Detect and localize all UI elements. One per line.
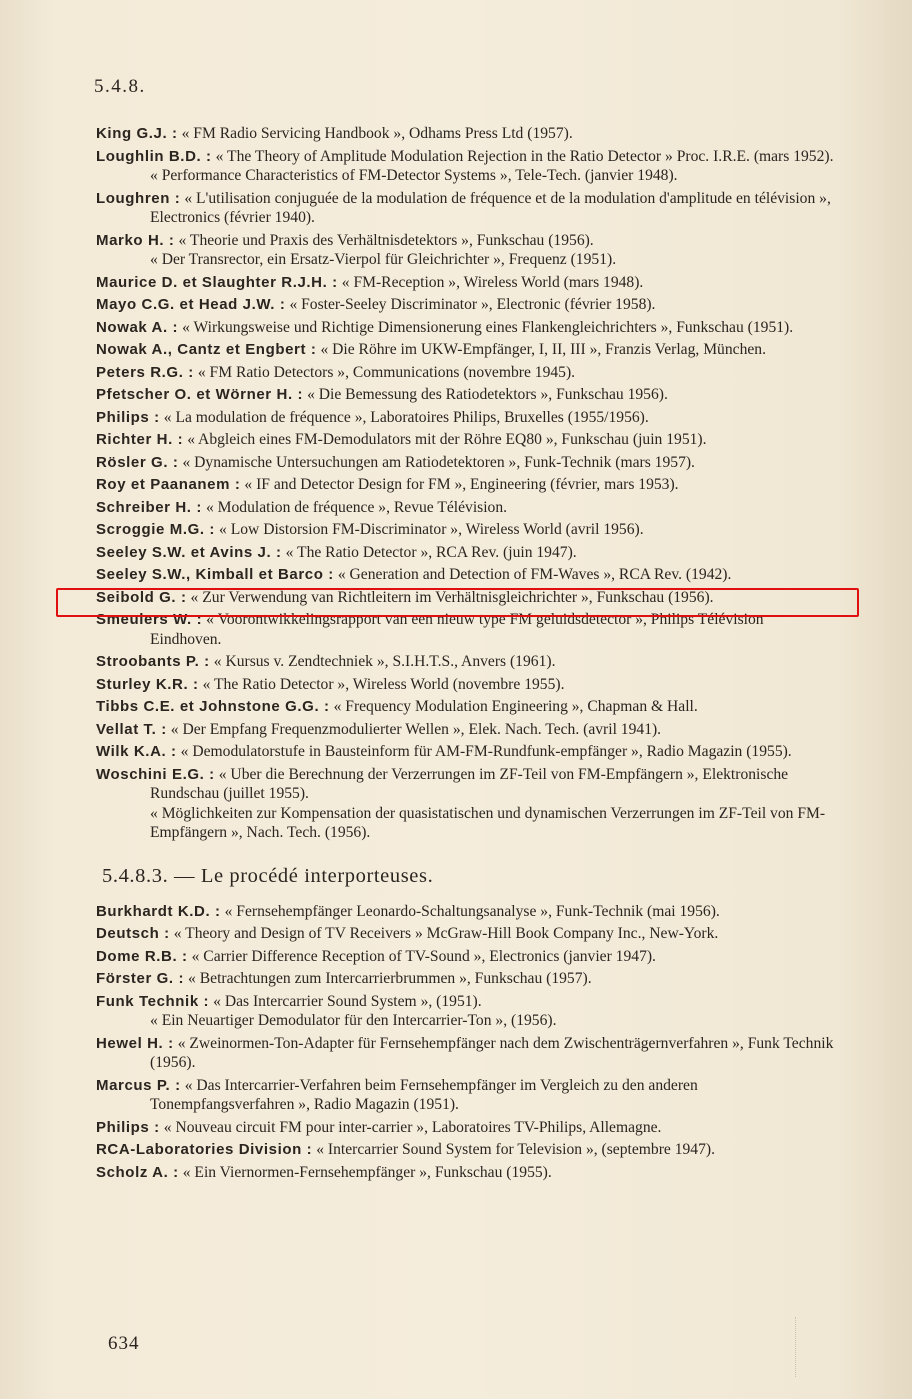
bibliography-entry — [96, 147, 836, 186]
bibliography-list-interporteuses — [96, 902, 836, 1183]
entry-reference: « The Ratio Detector », RCA Rev. (juin 1947). — [285, 543, 577, 561]
entry-author: Loughlin B.D. : — [96, 147, 212, 165]
bibliography-entry — [96, 453, 836, 473]
entry-author: Scroggie M.G. : — [96, 521, 216, 538]
entry-reference: « Carrier Difference Reception of TV-Sound », Electronics (janvier 1947). — [191, 947, 656, 965]
entry-author: Hewel H. : — [96, 1034, 174, 1052]
entry-additional-reference: « Ein Neuartiger Demodulator für den Intercarrier-Ton », (1956). — [150, 1012, 557, 1029]
entry-reference: « Zweinormen-Ton-Adapter für Fernsehempfänger nach dem Zwischenträgernverfahren », Funk Technik (1956). — [150, 1034, 834, 1071]
entry-author: Richter H. : — [96, 431, 184, 448]
entry-author: Scholz A. : — [96, 1163, 179, 1181]
entry-author: Mayo C.G. et Head J.W. : — [96, 296, 286, 313]
entry-author: Stroobants P. : — [96, 653, 210, 670]
entry-author: Roy et Paananem : — [96, 476, 241, 493]
bibliography-entry — [96, 697, 836, 717]
bibliography-entry — [96, 363, 836, 383]
entry-reference: « Frequency Modulation Engineering », Chapman & Hall. — [333, 698, 698, 715]
entry-author: Seeley S.W. et Avins J. : — [96, 543, 282, 561]
entry-additional-reference: « Performance Characteristics of FM-Detector Systems », Tele-Tech. (janvier 1948). — [150, 167, 678, 184]
bibliography-entry — [96, 273, 836, 293]
bibliography-entry — [96, 340, 836, 360]
bibliography-entry — [96, 475, 836, 495]
entry-reference: « FM Ratio Detectors », Communications (novembre 1945). — [197, 363, 576, 381]
entry-reference: « FM Radio Servicing Handbook », Odhams Press Ltd (1957). — [181, 125, 573, 142]
bibliography-entry — [96, 565, 836, 585]
entry-author: Tibbs C.E. et Johnstone G.G. : — [96, 698, 330, 715]
bibliography-entry — [96, 924, 836, 944]
entry-author: Marcus P. : — [96, 1076, 181, 1094]
bibliography-entry — [96, 498, 836, 518]
bibliography-entry — [96, 765, 836, 843]
entry-reference: « Theorie und Praxis des Verhältnisdetektors », Funkschau (1956). — [178, 231, 594, 249]
entry-additional-reference: « Möglichkeiten zur Kompensation der quasistatischen und dynamischen Verzerrungen im ZF-Teil von FM-Empfängern », Nach. Tech. (1956). — [150, 804, 826, 841]
entry-reference: « FM-Reception », Wireless World (mars 1948). — [341, 273, 644, 291]
entry-author: Loughren : — [96, 189, 181, 207]
entry-author: Nowak A. : — [96, 318, 179, 336]
entry-author: Philips : — [96, 408, 160, 426]
bibliography-entry — [96, 652, 836, 672]
entry-reference: « Theory and Design of TV Receivers » McGraw-Hill Book Company Inc., New-York. — [173, 925, 719, 942]
entry-reference: « Demodulatorstufe in Bausteinform für AM-FM-Rundfunk-empfänger », Radio Magazin (1955). — [180, 743, 792, 760]
entry-author: Wilk K.A. : — [96, 743, 177, 760]
entry-reference: « Zur Verwendung van Richtleitern im Verhältnisgleichrichter », Funkschau (1956). — [190, 588, 714, 606]
entry-reference: « The Ratio Detector », Wireless World (novembre 1955). — [202, 675, 565, 693]
entry-author: Maurice D. et Slaughter R.J.H. : — [96, 273, 338, 291]
entry-reference: « La modulation de fréquence », Laboratoires Philips, Bruxelles (1955/1956). — [163, 408, 649, 426]
bibliography-entry — [96, 969, 836, 989]
bibliography-entry — [96, 902, 836, 922]
bibliography-entry — [96, 992, 836, 1031]
bibliography-entry — [96, 1076, 836, 1115]
entry-author: Pfetscher O. et Wörner H. : — [96, 386, 304, 403]
entry-reference: « IF and Detector Design for FM », Engineering (février, mars 1953). — [244, 476, 679, 493]
entry-reference: « Modulation de fréquence », Revue Télévision. — [205, 498, 508, 516]
entry-reference: « Voorontwikkelingsrapport van een nieuw type FM geluidsdetector », Philips Télévision Eindhoven. — [150, 611, 764, 648]
bibliography-entry — [96, 231, 836, 270]
bibliography-entry — [96, 385, 836, 405]
entry-author: RCA-Laboratories Division : — [96, 1141, 313, 1158]
bibliography-entry — [96, 1118, 836, 1138]
entry-reference: « The Theory of Amplitude Modulation Rejection in the Ratio Detector » Proc. I.R.E. (mars 1952). — [215, 147, 834, 165]
entry-reference: « Wirkungsweise und Richtige Dimensionerung eines Flankengleichrichters », Funkschau (1951). — [182, 318, 794, 336]
bibliography — [96, 124, 836, 1185]
entry-additional-reference: « Der Transrector, ein Ersatz-Vierpol für Gleichrichter », Frequenz (1951). — [150, 251, 617, 268]
entry-reference: « Fernsehempfänger Leonardo-Schaltungsanalyse », Funk-Technik (mai 1956). — [224, 902, 720, 920]
entry-author: Peters R.G. : — [96, 363, 194, 381]
entry-author: Deutsch : — [96, 925, 170, 942]
entry-reference: « Low Distorsion FM-Discriminator », Wireless World (avril 1956). — [219, 521, 644, 538]
entry-author: Rösler G. : — [96, 453, 179, 471]
entry-author: Nowak A., Cantz et Engbert : — [96, 341, 317, 358]
entry-author: Funk Technik : — [96, 992, 210, 1010]
bibliography-entry — [96, 610, 836, 649]
entry-reference: « Uber die Berechnung der Verzerrungen im ZF-Teil von FM-Empfängern », Elektronische Rundschau (juillet 1955). — [150, 765, 789, 802]
bibliography-entry — [96, 543, 836, 563]
entry-author: Sturley K.R. : — [96, 675, 199, 693]
entry-reference: « Generation and Detection of FM-Waves », RCA Rev. (1942). — [337, 566, 732, 583]
entry-reference: « Die Bemessung des Ratiodetektors », Funkschau 1956). — [307, 386, 668, 403]
entry-reference: « Nouveau circuit FM pour inter-carrier », Laboratoires TV-Philips, Allemagne. — [163, 1118, 662, 1136]
entry-author: Förster G. : — [96, 970, 185, 987]
entry-author: Philips : — [96, 1118, 160, 1136]
bibliography-entry — [96, 430, 836, 450]
entry-reference: « Dynamische Untersuchungen am Ratiodetektoren », Funk-Technik (mars 1957). — [182, 453, 695, 471]
entry-reference: « Kursus v. Zendtechniek », S.I.H.T.S., Anvers (1961). — [213, 653, 556, 670]
section-title: 5.4.8.3. — Le procédé interporteuses. — [102, 864, 434, 887]
bibliography-entry — [96, 720, 836, 740]
entry-author: Smeulers W. : — [96, 611, 203, 628]
entry-reference: « Betrachtungen zum Intercarrierbrummen », Funkschau (1957). — [188, 970, 592, 987]
page-number: 634 — [108, 1333, 140, 1354]
bibliography-entry — [96, 742, 836, 762]
bibliography-entry — [96, 295, 836, 315]
bibliography-entry — [96, 520, 836, 540]
bibliography-entry — [96, 1140, 836, 1160]
entry-reference: « L'utilisation conjuguée de la modulation de fréquence et de la modulation d'amplitude en télévision », Electronics (février 1940). — [150, 189, 831, 226]
entry-reference: « Die Röhre im UKW-Empfänger, I, II, III », Franzis Verlag, München. — [320, 341, 766, 358]
entry-reference: « Ein Viernormen-Fernsehempfänger », Funkschau (1955). — [182, 1163, 552, 1181]
bibliography-entry — [96, 947, 836, 967]
entry-author: Schreiber H. : — [96, 498, 202, 516]
bibliography-entry — [96, 588, 836, 608]
entry-reference: « Das Intercarrier-Verfahren beim Fernsehempfänger im Vergleich zu den anderen Tonempfangsverfahren », Radio Magazin (1951). — [150, 1076, 698, 1113]
entry-author: Vellat T. : — [96, 720, 167, 738]
bibliography-entry — [96, 675, 836, 695]
section-number: 5.4.8. — [94, 76, 146, 97]
paper-mark — [795, 1317, 816, 1377]
entry-author: Burkhardt K.D. : — [96, 902, 221, 920]
entry-reference: « Intercarrier Sound System for Television », (septembre 1947). — [316, 1141, 715, 1158]
entry-author: Marko H. : — [96, 231, 175, 249]
entry-author: Woschini E.G. : — [96, 765, 215, 783]
bibliography-list-fm-detectors — [96, 124, 836, 843]
entry-author: Dome R.B. : — [96, 947, 188, 965]
bibliography-entry — [96, 1034, 836, 1073]
entry-author: Seibold G. : — [96, 588, 187, 606]
bibliography-entry — [96, 318, 836, 338]
entry-author: Seeley S.W., Kimball et Barco : — [96, 566, 334, 583]
bibliography-entry — [96, 124, 836, 144]
entry-author: King G.J. : — [96, 125, 178, 142]
entry-reference: « Abgleich eines FM-Demodulators mit der Röhre EQ80 », Funkschau (juin 1951). — [187, 431, 707, 448]
bibliography-entry — [96, 408, 836, 428]
bibliography-entry — [96, 189, 836, 228]
entry-reference: « Foster-Seeley Discriminator », Electronic (février 1958). — [289, 296, 656, 313]
entry-reference: « Das Intercarrier Sound System », (1951). — [213, 992, 482, 1010]
entry-reference: « Der Empfang Frequenzmodulierter Wellen », Elek. Nach. Tech. (avril 1941). — [170, 720, 662, 738]
bibliography-entry — [96, 1163, 836, 1183]
